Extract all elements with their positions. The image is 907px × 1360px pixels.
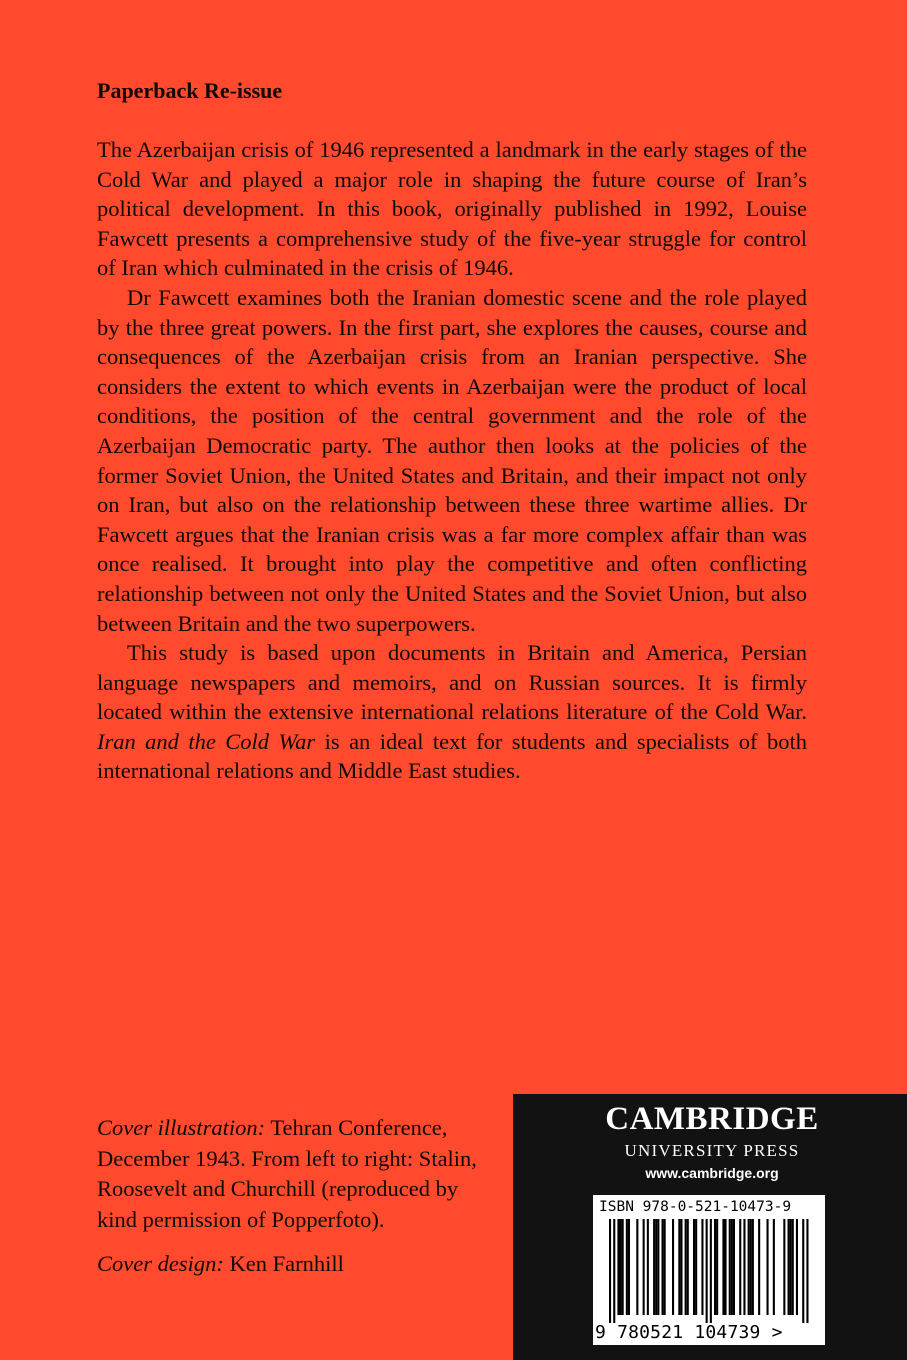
blurb-paragraph-1: The Azerbaijan crisis of 1946 represented a landmark in the early stages of the Cold War and played a major role in shaping the future course of Iran’s political development. In this book, originally published in 1992, Louise Fawcett presents a comprehensive study of the five-year struggle for control of Iran which culminated in the crisis of 1946. <box>97 137 807 281</box>
blurb-paragraph-2: Dr Fawcett examines both the Iranian domestic scene and the role played by the three great powers. In the first part, she explores the causes, course and consequences of the Azerbaijan crisis from an Iranian perspective. She considers the extent to which events in Azerbaijan were the product of local conditions, the position of the central government and the role of the Azerbaijan Democratic party. The author then looks at the policies of the former Soviet Union, the United States and Britain, and their impact not only on Iran, but also on the relationship between these three wartime allies. Dr Fawcett argues that the Iranian crisis was a far more complex affair than was once realised. It brought into play the competitive and often conflicting relationship between not only the United States and the Soviet Union, but also between Britain and the two superpowers. <box>97 284 807 636</box>
book-title: Iran and the Cold War <box>97 728 316 754</box>
cover-credits <box>97 1113 497 1280</box>
barcode-bar <box>657 1219 659 1315</box>
barcode-bar <box>636 1219 638 1315</box>
barcode-bar <box>620 1219 622 1315</box>
barcode-bar <box>626 1219 628 1315</box>
blurb-text <box>97 135 807 786</box>
barcode-bar <box>750 1219 752 1315</box>
barcode-bar <box>773 1219 775 1315</box>
publisher-block <box>513 1094 907 1360</box>
barcode-bar <box>725 1219 727 1315</box>
barcode-bar <box>729 1219 731 1315</box>
barcode-bar <box>743 1219 745 1315</box>
illustration-credit <box>97 1113 497 1235</box>
barcode-bar <box>664 1219 666 1315</box>
barcode-bar <box>680 1219 682 1315</box>
barcode-bar <box>767 1219 769 1315</box>
barcode-bar <box>678 1219 680 1315</box>
barcode-bar <box>672 1219 674 1315</box>
barcode-bar <box>609 1219 611 1323</box>
barcode-bar <box>802 1219 804 1323</box>
design-text: Ken Farnhill <box>223 1251 344 1276</box>
barcode-bar <box>622 1219 624 1315</box>
barcode-bar <box>714 1219 716 1315</box>
barcode-bar <box>701 1219 703 1315</box>
barcode-bar <box>758 1219 760 1315</box>
design-credit <box>97 1249 497 1280</box>
barcode-bar <box>716 1219 718 1315</box>
barcode-bar <box>655 1219 657 1315</box>
barcode-bar <box>685 1219 687 1315</box>
barcode-bar <box>792 1219 794 1315</box>
barcode-bar <box>617 1219 619 1315</box>
barcode-bar <box>783 1219 785 1315</box>
barcode-bar <box>733 1219 735 1315</box>
barcode-bar <box>731 1219 733 1315</box>
barcode-bar <box>722 1219 724 1315</box>
reissue-heading: Paperback Re-issue <box>97 78 283 103</box>
barcode-bar <box>643 1219 645 1315</box>
blurb-paragraph-3-end: is an ideal text for students and specialists of both international relations and Middle East studies. <box>97 728 807 784</box>
barcode-bar <box>628 1219 630 1315</box>
blurb-paragraph-3-start: This study is based upon documents in Britain and America, Persian language newspapers and memoirs, and on Russian sources. It is firmly located within the extensive international relations literature of the Cold War. <box>97 640 807 725</box>
barcode-bar <box>653 1219 655 1315</box>
illustration-text: Tehran Conference, December 1943. From left to right: Stalin, Roosevelt and Churchill (reproduced by kind permission of Popperfoto). <box>97 1115 477 1232</box>
barcode-bars <box>609 1219 809 1323</box>
barcode-bar <box>796 1219 798 1315</box>
publisher-website: www.cambridge.org <box>645 1165 779 1181</box>
publisher-name: CAMBRIDGE <box>605 1101 819 1137</box>
barcode-bar <box>662 1219 664 1315</box>
illustration-label: Cover illustration: <box>97 1115 266 1140</box>
barcode-bar <box>739 1219 741 1315</box>
barcode-bar <box>613 1219 615 1323</box>
barcode-bar <box>748 1219 750 1315</box>
barcode-bar <box>706 1219 708 1323</box>
publisher-subtitle: UNIVERSITY PRESS <box>624 1141 800 1160</box>
barcode-bar <box>695 1219 697 1315</box>
barcode-bar <box>806 1219 808 1323</box>
isbn-label: ISBN 978-0-521-10473-9 <box>599 1199 792 1215</box>
barcode-bar <box>710 1219 712 1323</box>
barcode-bar <box>693 1219 695 1315</box>
blurb-paragraph-3 <box>97 638 807 786</box>
design-label: Cover design: <box>97 1251 224 1276</box>
barcode-bar <box>790 1219 792 1315</box>
barcode-bar <box>788 1219 790 1315</box>
barcode-number: 9 780521 104739 > <box>595 1322 783 1343</box>
barcode-bar <box>752 1219 754 1315</box>
barcode-bar <box>647 1219 649 1315</box>
barcode-box <box>593 1195 825 1345</box>
barcode-bar <box>687 1219 689 1315</box>
